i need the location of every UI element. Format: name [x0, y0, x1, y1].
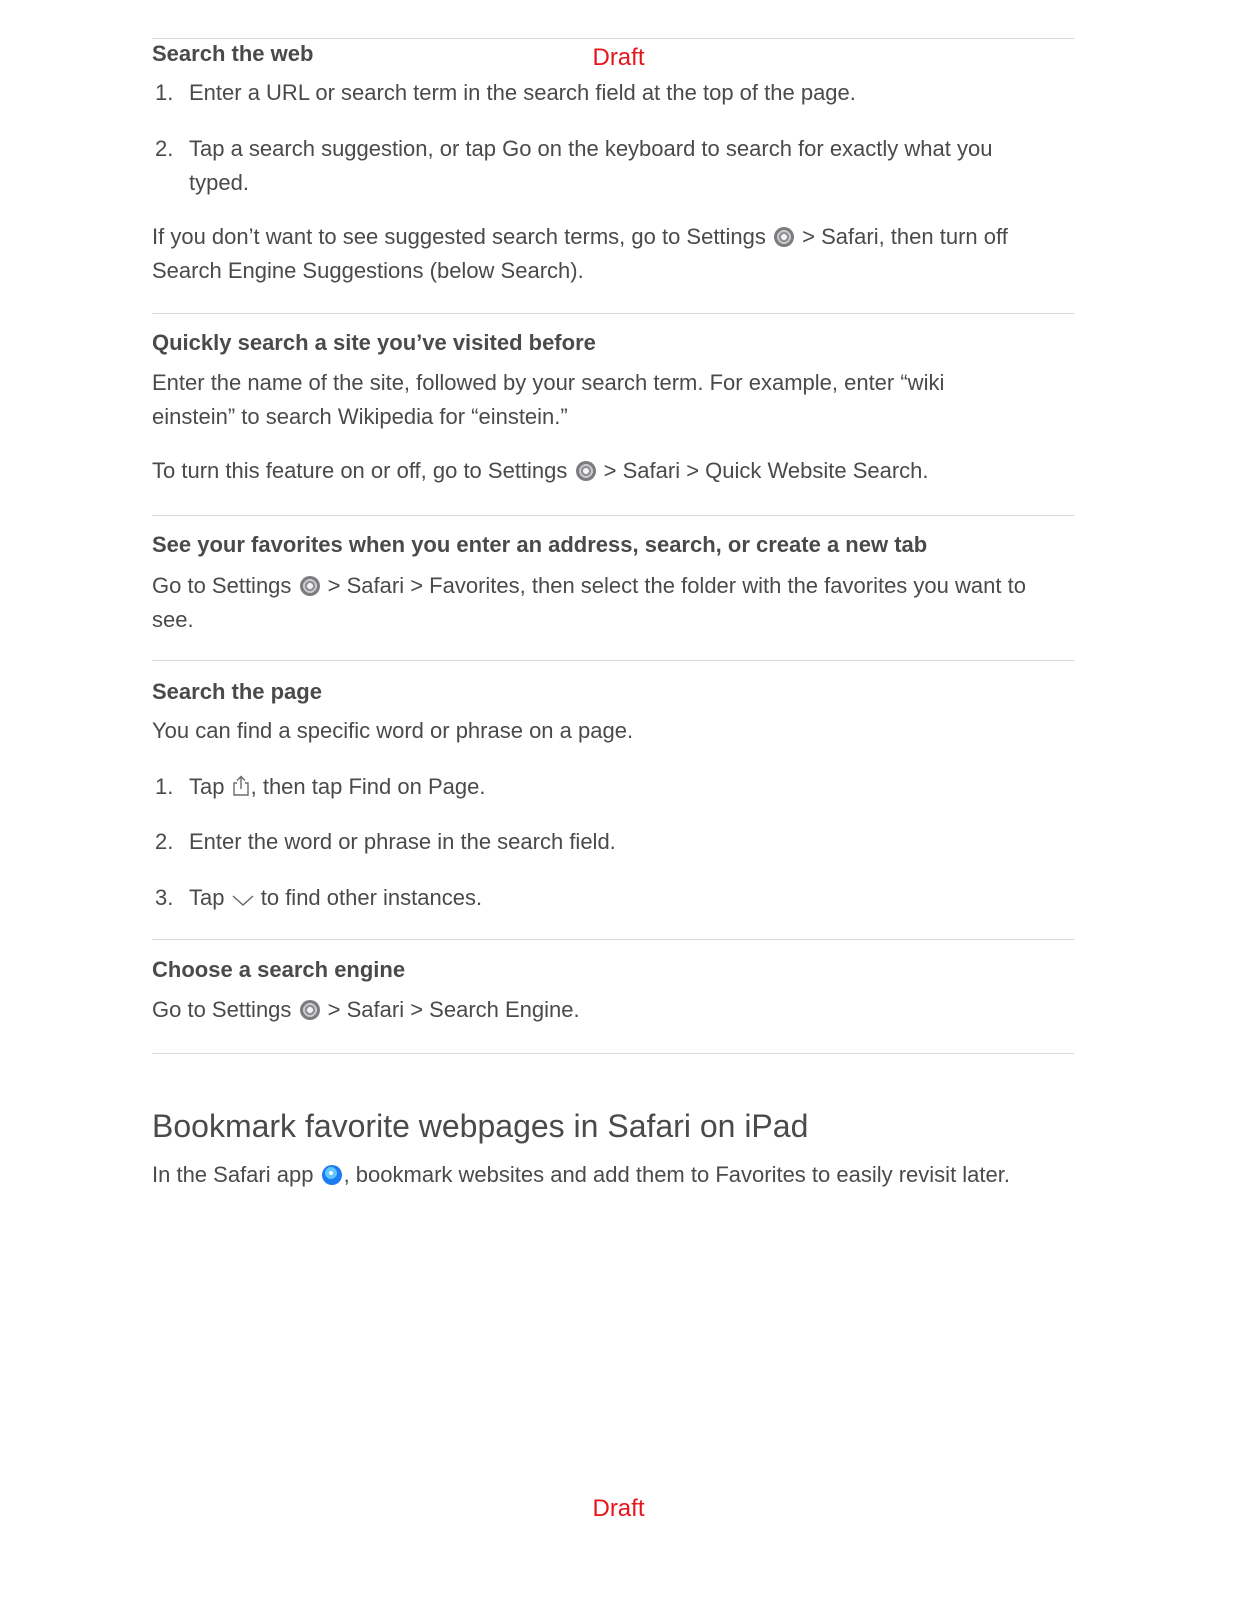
- section-quick-search: [152, 329, 1072, 357]
- list-item: [152, 770, 1072, 804]
- section-search-web: [152, 40, 1072, 68]
- section-favorites: [152, 531, 1072, 559]
- paragraph-text: In the Safari app: [152, 1162, 314, 1187]
- list-item: [152, 132, 1072, 200]
- list-number: 1.: [155, 774, 174, 799]
- list-text: Enter the word or phrase in the search field.: [189, 829, 616, 854]
- list-item: [152, 76, 1072, 110]
- note-text: If you don’t want to see suggested search terms, go to Settings: [152, 224, 766, 249]
- paragraph-text: > Safari > Quick Website Search.: [603, 458, 929, 483]
- settings-gear-icon: [774, 227, 794, 247]
- engine-para: [152, 993, 1072, 1027]
- safari-compass-icon: [322, 1165, 342, 1185]
- section-heading: Choose a search engine: [152, 957, 406, 982]
- section-heading: Quickly search a site you’ve visited before: [152, 330, 596, 355]
- divider-top: [152, 38, 1074, 39]
- quick-search-para: [152, 366, 1072, 434]
- list-text: , then tap Find on Page.: [250, 774, 486, 799]
- paragraph-text: Go to Settings: [152, 997, 292, 1022]
- page-title: Bookmark favorite webpages in Safari on iPad: [152, 1108, 809, 1144]
- divider: [152, 313, 1074, 314]
- section-heading: See your favorites when you enter an address, search, or create a new tab: [152, 532, 928, 557]
- bookmark-para: [152, 1158, 1072, 1192]
- paragraph-text: > Safari > Favorites, then select the folder with the favorites you want to see.: [152, 573, 1026, 632]
- settings-gear-icon: [576, 461, 596, 481]
- section-bookmark: [152, 1106, 1072, 1146]
- divider: [152, 1053, 1074, 1054]
- paragraph-text: To turn this feature on or off, go to Settings: [152, 458, 568, 483]
- note-text: > Safari, then turn off Search Engine Suggestions (below Search).: [152, 224, 1008, 283]
- divider: [152, 660, 1074, 661]
- section-heading: Search the web: [152, 41, 314, 66]
- list-item: [152, 881, 1072, 915]
- divider: [152, 939, 1074, 940]
- list-number: 2.: [155, 829, 174, 854]
- list-number: 2.: [155, 136, 174, 161]
- chevron-down-icon: [231, 892, 255, 908]
- search-page-intro: [152, 714, 1072, 748]
- section-heading: Search the page: [152, 679, 322, 704]
- draft-watermark-bottom: Draft: [592, 1495, 645, 1522]
- paragraph-text: , bookmark websites and add them to Favorites to easily revisit later.: [343, 1162, 1010, 1187]
- section-search-page: [152, 678, 1072, 706]
- list-text: to find other instances.: [260, 885, 483, 910]
- divider: [152, 515, 1074, 516]
- list-number: 3.: [155, 885, 174, 910]
- draft-watermark-top: Draft: [592, 44, 645, 71]
- list-text: Tap: [189, 774, 225, 799]
- section-engine: [152, 956, 1072, 984]
- list-text: Tap a search suggestion, or tap Go on the keyboard to search for exactly what you typed.: [189, 136, 993, 195]
- paragraph-text: > Safari > Search Engine.: [327, 997, 580, 1022]
- list-item: [152, 825, 1072, 859]
- settings-gear-icon: [300, 576, 320, 596]
- list-number: 1.: [155, 80, 174, 105]
- paragraph-text: Go to Settings: [152, 573, 292, 598]
- paragraph: You can find a specific word or phrase on a page.: [152, 718, 634, 743]
- settings-gear-icon: [300, 1000, 320, 1020]
- search-web-note: [152, 220, 1072, 288]
- paragraph: Enter the name of the site, followed by your search term. For example, enter “wiki einstein” to search Wikipedia for “einstein.”: [152, 370, 945, 429]
- list-text: Tap: [189, 885, 225, 910]
- quick-search-settings: [152, 454, 1072, 488]
- favorites-para: [152, 569, 1072, 637]
- list-text: Enter a URL or search term in the search field at the top of the page.: [189, 80, 856, 105]
- share-icon: [231, 775, 251, 797]
